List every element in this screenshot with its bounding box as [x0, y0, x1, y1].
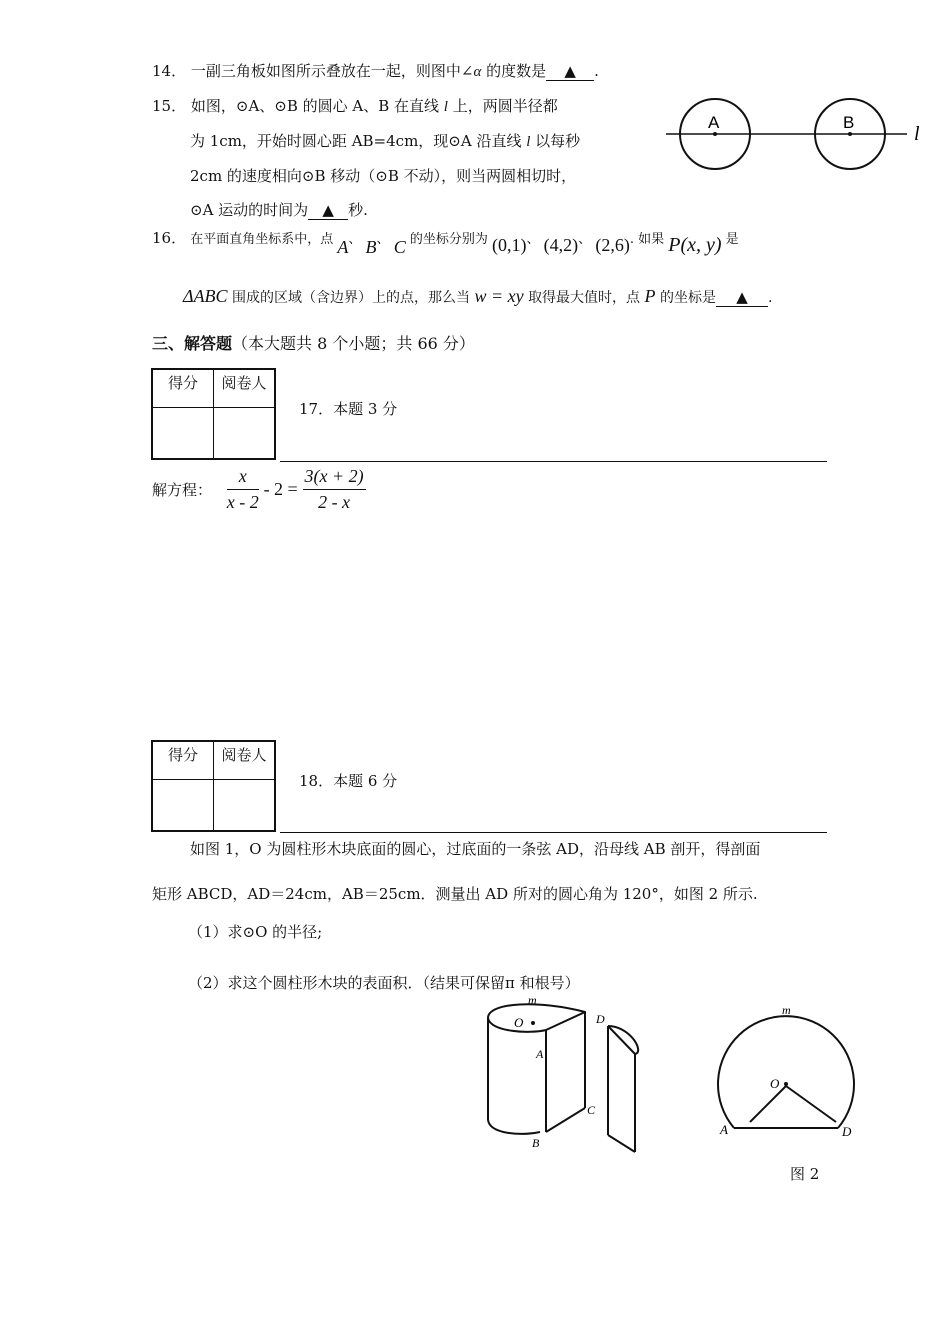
fig1-label-o: O — [514, 1015, 524, 1030]
q17-lhs-denominator: x - 2 — [226, 492, 259, 512]
q16-text-1: 在平面直角坐标系中，点 — [190, 232, 334, 247]
q17-rule — [280, 461, 827, 462]
q16-text-3: . 如果 — [629, 232, 665, 247]
fig2-label-a: A — [720, 1122, 728, 1137]
q17-lhs-fraction — [227, 466, 259, 513]
q16-p2: (4,2) — [543, 235, 579, 255]
q15-number: 15． — [152, 97, 187, 115]
q16-line1 — [152, 226, 739, 257]
q16-sep1: 、 — [348, 232, 362, 247]
q17-grader-cell[interactable] — [214, 407, 276, 459]
score-header-2: 得分 — [152, 741, 214, 779]
q17-rhs-fraction — [303, 466, 366, 513]
q18-score-cell[interactable] — [152, 779, 214, 831]
q14-answer-blank[interactable]: ▲ — [546, 62, 594, 81]
q18-subquestion-2: （2）求这个圆柱形木块的表面积．（结果可保留π 和根号） — [188, 974, 580, 992]
q14-number: 14． — [152, 62, 187, 80]
fig1-label-c: C — [587, 1103, 596, 1117]
q16-triangle: ΔABC — [183, 286, 228, 306]
q16-b: B — [365, 237, 377, 257]
q17-label: 解方程： — [152, 481, 213, 499]
q17-rhs-numerator: 3(x + 2) — [303, 466, 366, 490]
q15-l-2: l — [526, 134, 531, 150]
fig2-caption: 图 2 — [790, 1165, 820, 1183]
q14-end: . — [594, 62, 599, 80]
q17-score-cell[interactable] — [152, 407, 214, 459]
q18-score-table — [151, 740, 276, 832]
q16-w: w = xy — [474, 286, 524, 306]
q17-heading: 17．本题 3 分 — [299, 400, 398, 418]
q15-answer-blank[interactable]: ▲ — [308, 201, 348, 220]
score-header: 得分 — [152, 369, 214, 407]
q18-subquestion-1: （1）求⊙O 的半径; — [188, 923, 323, 941]
grader-header: 阅卷人 — [214, 369, 276, 407]
q14-text: 一副三角板如图所示叠放在一起，则图中∠ — [190, 62, 474, 80]
q17-equation — [152, 466, 366, 513]
q16-text-7: 的坐标是 — [659, 290, 716, 306]
q17-minus-two: - 2 = — [263, 479, 298, 499]
q15-text-1: 如图，⊙A、⊙B 的圆心 A、B 在直线 — [190, 97, 444, 115]
q16-a: A — [337, 237, 349, 257]
q18-rule — [280, 832, 827, 833]
section3-title: 三、解答题 — [152, 334, 233, 353]
q15-l: l — [443, 99, 448, 115]
q15-line4 — [190, 199, 368, 220]
q15-text-1b: 上，两圆半径都 — [447, 97, 558, 115]
q16-point-p: P(x, y) — [668, 234, 722, 256]
fig2-label-m: m — [782, 1003, 791, 1017]
q18-figure-1 — [480, 990, 650, 1160]
fig1-label-m: m — [528, 993, 537, 1007]
fig1-label-d: D — [596, 1012, 605, 1026]
q16-p1: (0,1) — [492, 235, 527, 255]
q17-score-table — [151, 368, 276, 460]
grader-header-2: 阅卷人 — [214, 741, 276, 779]
q15-label-a: A — [708, 113, 720, 132]
q16-end: . — [767, 290, 773, 306]
q16-p3: (2,6) — [595, 235, 630, 255]
q16-sep2: 、 — [376, 232, 390, 247]
q15-label-l: l — [914, 123, 920, 145]
q17-lhs-numerator: x — [227, 466, 259, 490]
q16-sep4: 、 — [578, 232, 592, 247]
section3-subtitle: （本大题共 8 个小题；共 66 分） — [232, 334, 475, 353]
q16-text-5: 围成的区域（含边界）上的点，那么当 — [232, 290, 471, 306]
q16-text-4: 是 — [725, 232, 739, 247]
q14-alpha: α — [473, 64, 482, 80]
q17-rhs-denominator: 2 - x — [318, 492, 351, 512]
q15-text-4a: ⊙A 运动的时间为 — [190, 201, 309, 219]
q16-answer-blank[interactable]: ▲ — [716, 288, 768, 307]
q16-c: C — [393, 237, 406, 257]
q16-text-6: 取得最大值时，点 — [528, 290, 641, 306]
q16-number: 16． — [152, 229, 187, 247]
q15-line1 — [152, 95, 558, 116]
fig1-label-a: A — [536, 1047, 544, 1061]
section3-heading — [152, 331, 475, 354]
q18-grader-cell[interactable] — [214, 779, 276, 831]
q14-line — [152, 60, 599, 81]
fig1-label-b: B — [532, 1136, 540, 1150]
q16-text-2: 的坐标分别为 — [409, 232, 488, 247]
q18-paragraph-1: 如图 1，O 为圆柱形木块底面的圆心，过底面的一条弦 AD，沿母线 AB 剖开，得剖面 — [190, 840, 761, 858]
q15-text-2b: 以每秒 — [530, 132, 581, 150]
q15-line2 — [190, 130, 580, 151]
q16-p: P — [644, 286, 656, 306]
q15-label-b: B — [843, 113, 855, 132]
q15-line3: 2cm 的速度相向⊙B 移动（⊙B 不动），则当两圆相切时， — [190, 167, 577, 185]
fig2-label-o: O — [770, 1076, 780, 1091]
q18-paragraph-2: 矩形 ABCD，AD＝24cm，AB＝25cm．测量出 AD 所对的圆心角为 120°，如图 2 所示. — [152, 885, 758, 903]
q15-text-2a: 为 1cm，开始时圆心距 AB=4cm，现⊙A 沿直线 — [190, 132, 527, 150]
fig2-label-d: D — [842, 1124, 852, 1139]
q18-heading: 18．本题 6 分 — [299, 772, 398, 790]
q18-figure-2 — [710, 1000, 870, 1150]
q15-figure — [662, 92, 932, 182]
q16-sep3: 、 — [526, 232, 540, 247]
q16-line2 — [183, 286, 772, 307]
q14-text-post: 的度数是 — [481, 62, 547, 80]
q15-text-4b: 秒. — [348, 201, 368, 219]
